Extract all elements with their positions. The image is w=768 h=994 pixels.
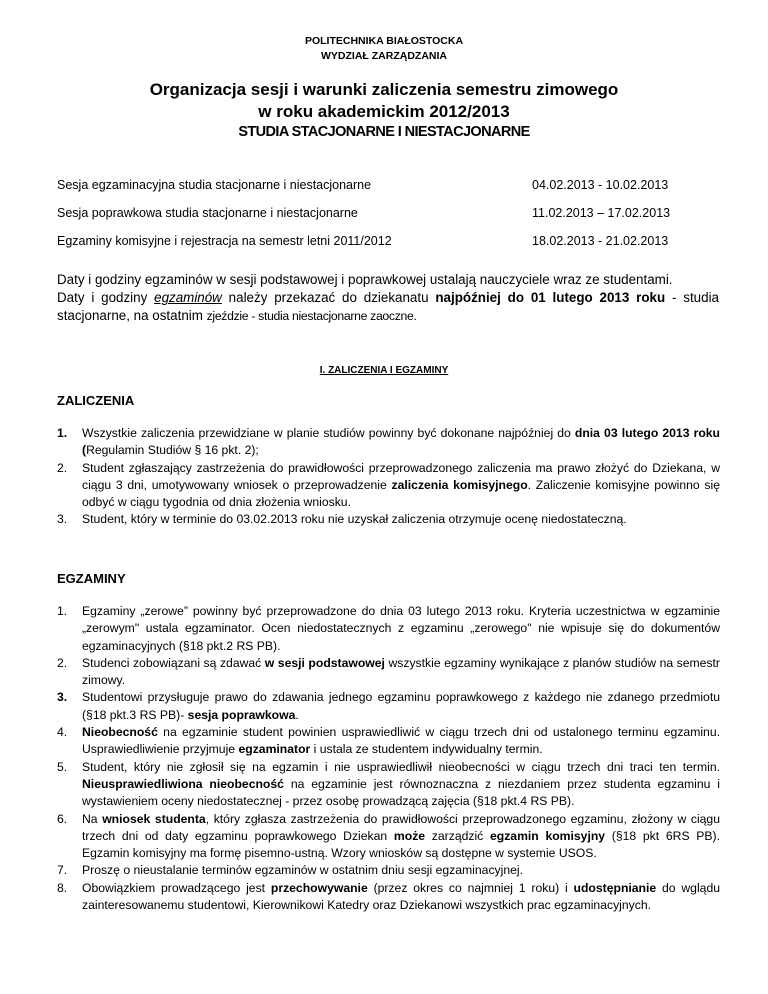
list-item: 1. Egzaminy „zerowe” powinny być przeprowadzone do dnia 03 lutego 2013 roku. Kryteria uczestnictwa w egzaminie „zerowym" ustala egzaminator. Ocen niedostatecznych z egzaminu „zerowego" nie wpisuje się do dokumentów egzaminacyjnych (§18 pkt.2 RS PB). xyxy=(57,604,720,653)
list-item: 5. Student, który nie zgłosił się na egzamin i nie usprawiedliwił nieobecności w ciągu trzech dni traci ten termin. Nieusprawiedliwiona nieobecność na egzaminie jest równoznaczna z niezdaniem przez studenta egzaminu i wystawieniem oceny niedostatecznej - przez osobę prowadzącą zajęcia (§18 pkt.4 RS PB). xyxy=(57,759,720,809)
intro-line2: Daty i godziny egzaminów należy przekazać do dziekanatu najpóźniej do 01 lutego 2013 roku - studia stacjonarne, na ostatnim zjeździe - studia niestacjonarne zaoczne. xyxy=(57,290,719,323)
zaliczenia-heading: ZALICZENIA xyxy=(57,393,135,408)
schedule-label: Sesja poprawkowa studia stacjonarne i niestacjonarne xyxy=(57,206,358,220)
list-item: 6. Na wniosek studenta, który zgłasza zastrzeżenia do prawidłowości przeprowadzonego egzaminu, złożony w ciągu trzech dni od daty egzaminu poprawkowego Dziekan może zarządzić egzamin komisyjny (§18 pkt 6RS PB). Egzamin komisyjny ma formę pisemno-ustną. Wzory wniosków są dostępne w systemie USOS. xyxy=(57,811,721,861)
list-item: 3. Studentowi przysługuje prawo do zdawania jednego egzaminu poprawkowego z każdego nie zdanego przedmiotu (§18 pkt.3 RS PB)- sesja poprawkowa. xyxy=(57,690,720,722)
egzaminy-heading: EGZAMINY xyxy=(57,571,126,586)
list-item: 1. Wszystkie zaliczenia przewidziane w planie studiów powinny być dokonane najpóźniej do dnia 03 lutego 2013 roku (Regulamin Studiów § 16 pkt. 2); xyxy=(57,426,720,458)
egzaminy-list xyxy=(57,603,720,914)
intro-line1: Daty i godziny egzaminów w sesji podstawowej i poprawkowej ustalają nauczyciele wraz ze studentami. xyxy=(57,272,673,287)
list-item: 7. Proszę o nieustalanie terminów egzaminów w ostatnim dniu sesji egzaminacyjnej. xyxy=(57,863,523,878)
schedule-label: Sesja egzaminacyjna studia stacjonarne i niestacjonarne xyxy=(57,178,372,192)
list-item: 3. Student, który w terminie do 03.02.2013 roku nie uzyskał zaliczenia otrzymuje ocenę niedostateczną. xyxy=(57,512,627,527)
list-item: 8. Obowiązkiem prowadzącego jest przechowywanie (przez okres co najmniej 1 roku) i udostępnianie do wglądu zainteresowanemu studentowi, Kierownikowi Katedry oraz Dziekanowi wszystkich prac egzaminacyjnych. xyxy=(57,880,721,913)
faculty-name: WYDZIAŁ ZARZĄDZANIA xyxy=(321,50,447,62)
schedule-label: Egzaminy komisyjne i rejestracja na semestr letni 2011/2012 xyxy=(57,234,392,248)
intro-paragraph xyxy=(57,271,719,325)
schedule-dates: 18.02.2013 - 21.02.2013 xyxy=(532,234,669,248)
list-item: 4. Nieobecność na egzaminie student powinien usprawiedliwić w ciągu trzech dni od ustalonego terminu egzaminu. Usprawiedliwienie przyjmuje egzaminator i ustala ze studentem indywidualny termin. xyxy=(57,725,720,757)
university-name: POLITECHNIKA BIAŁOSTOCKA xyxy=(304,35,464,47)
schedule-dates: 04.02.2013 - 10.02.2013 xyxy=(532,178,669,192)
document-title-line2: w roku akademickim 2012/2013 xyxy=(258,102,510,121)
section-title: I. ZALICZENIA I EGZAMINY xyxy=(319,365,449,376)
document-title-line1: Organizacja sesji i warunki zaliczenia semestru zimowego xyxy=(149,80,619,99)
list-item: 2. Studenci zobowiązani są zdawać w sesji podstawowej wszystkie egzaminy wynikające z planów studiów na semestr zimowy. xyxy=(57,655,720,688)
document-title-line3: STUDIA STACJONARNE I NIESTACJONARNE xyxy=(238,124,530,140)
zaliczenia-list xyxy=(57,425,720,529)
list-item: 2. Student zgłaszający zastrzeżenia do prawidłowości przeprowadzonego zaliczenia ma prawo złożyć do Dziekana, w ciągu 3 dni, umotywowany wniosek o przeprowadzenie zaliczenia komisyjnego. Zaliczenie komisyjne powinno się odbyć w ciągu tygodnia od dnia złożenia wniosku. xyxy=(57,460,720,510)
schedule-dates: 11.02.2013 – 17.02.2013 xyxy=(532,206,671,220)
